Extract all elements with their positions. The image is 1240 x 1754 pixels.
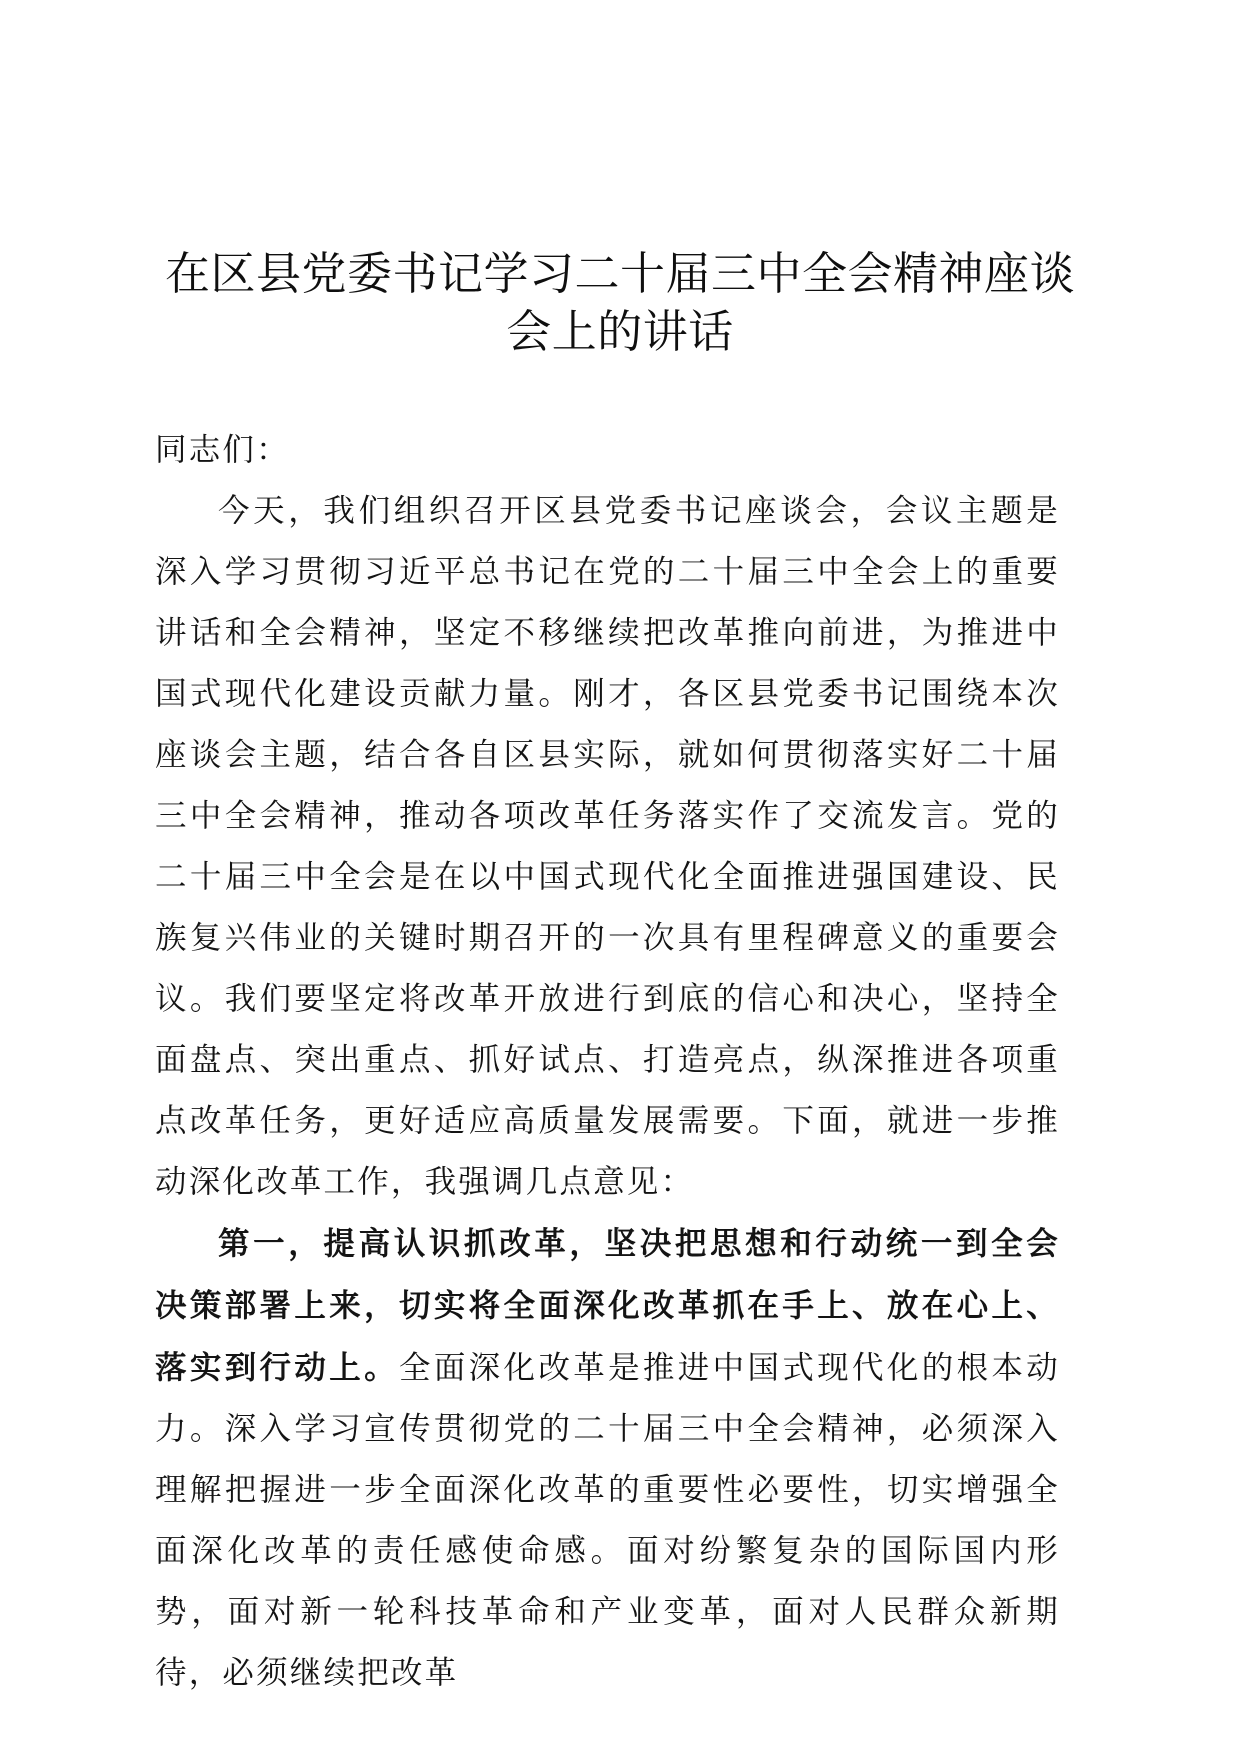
paragraph-first-point-heading: 第一，提高认识抓改革，坚决把思想和行动统一到全会决策部署上来，切实将全面深化改革抓在手上、放在心上、落实到行动上。: [155, 1225, 1060, 1386]
title-line-1: 在区县党委书记学习二十届三中全会精神座谈: [164, 247, 1075, 300]
paragraph-first-point-body: 全面深化改革是推进中国式现代化的根本动力。深入学习宣传贯彻党的二十届三中全会精神，必须深入理解把握进一步全面深化改革的重要性必要性，切实增强全面深化改革的责任感使命感。面对纷繁复杂的国际国内形势，面对新一轮科技革命和产业变革，面对人民群众新期待，必须继续把改革: [155, 1350, 1060, 1691]
salutation: 同志们：: [155, 432, 290, 468]
paragraph-intro: 今天，我们组织召开区县党委书记座谈会，会议主题是深入学习贯彻习近平总书记在党的二十届三中全会上的重要讲话和全会精神，坚定不移继续把改革推向前进，为推进中国式现代化建设贡献力量。刚才，各区县党委书记围绕本次座谈会主题，结合各自区县实际，就如何贯彻落实好二十届三中全会精神，推动各项改革任务落实作了交流发言。党的二十届三中全会是在以中国式现代化全面推进强国建设、民族复兴伟业的关键时期召开的一次具有里程碑意义的重要会议。我们要坚定将改革开放进行到底的信心和决心，坚持全面盘点、突出重点、抓好试点、打造亮点，纵深推进各项重点改革任务，更好适应高质量发展需要。下面，就进一步推动深化改革工作，我强调几点意见：: [155, 493, 1060, 1200]
paragraph-first-point: [155, 1213, 1060, 1704]
title-line-2: 会上的讲话: [506, 305, 734, 358]
document-title: [140, 245, 1100, 361]
document-body: [155, 420, 1060, 1704]
